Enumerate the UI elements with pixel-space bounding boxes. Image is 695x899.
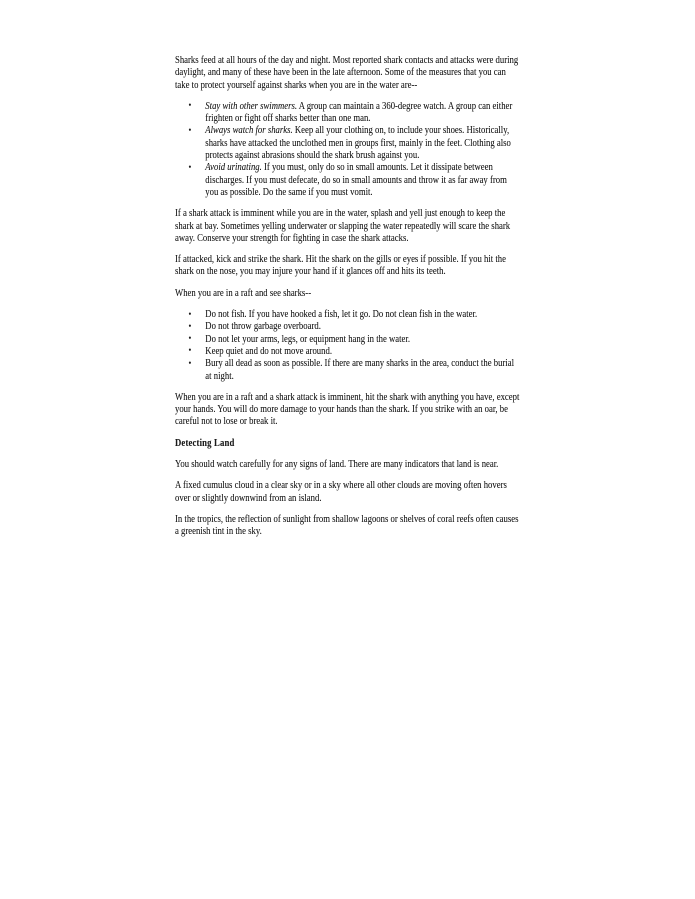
- list-item-lead: Always watch for sharks.: [205, 125, 293, 137]
- bullet-icon: •: [188, 321, 192, 332]
- paragraph-cumulus-cloud: A fixed cumulus cloud in a clear sky or in a sky where all other clouds are moving often hovers over or slightly downwind from an island.: [175, 480, 507, 504]
- list-item: [175, 346, 522, 358]
- paragraph-raft-attack: When you are in a raft and a shark attack is imminent, hit the shark with anything you have, except your hands. You will do more damage to your hands than the shark. If you strike with an oar, be careful not to lose or break it.: [175, 391, 520, 428]
- bullet-icon: •: [188, 334, 192, 345]
- paragraph-watch-for-signs: You should watch carefully for any signs of land. There are many indicators that land is near.: [175, 459, 499, 471]
- paragraph-shark-feeding: Sharks feed at all hours of the day and night. Most reported shark contacts and attacks were during daylight, and many of these have been in the late afternoon. Some of the measures that you can take to protect yourself against sharks when you are in the water are--: [175, 55, 519, 91]
- list-item-text: Bury all dead as soon as possible. If there are many sharks in the area, conduct the burial at night.: [205, 358, 515, 382]
- bullet-icon: •: [188, 309, 192, 320]
- list-item: [175, 101, 522, 126]
- list-item-text: Do not throw garbage overboard.: [205, 321, 321, 333]
- bullet-icon: •: [188, 125, 192, 136]
- bullet-icon: •: [188, 346, 192, 357]
- page-content: [175, 55, 522, 548]
- bullet-list-protection-measures: [175, 101, 522, 199]
- list-item-text: If you must, only do so in small amounts. Let it dissipate between discharges. If you must defecate, do so in small amounts and throw it as far away from you as possible. Do the same if you must vomit.: [205, 162, 507, 198]
- list-item-text: A group can maintain a 360-degree watch. A group can either frighten or fight off sharks better than one man.: [205, 100, 513, 125]
- list-item: [175, 162, 522, 199]
- paragraph-if-attacked: If attacked, kick and strike the shark. Hit the shark on the gills or eyes if possible. If you hit the shark on the nose, you may injure your hand if it glances off and hits its teeth.: [175, 254, 506, 278]
- list-item-text: Keep quiet and do not move around.: [205, 345, 333, 357]
- paragraph-raft-see-sharks: When you are in a raft and see sharks--: [175, 287, 312, 299]
- bullet-list-raft-rules: [175, 309, 522, 383]
- list-item-lead: Avoid urinating.: [205, 162, 262, 174]
- list-item: [175, 309, 522, 321]
- section-heading-detecting-land: Detecting Land: [175, 437, 235, 449]
- bullet-icon: •: [188, 101, 192, 112]
- list-item-text: Do not let your arms, legs, or equipment hang in the water.: [205, 333, 410, 345]
- list-item: [175, 358, 522, 383]
- list-item: [175, 125, 522, 162]
- bullet-icon: •: [188, 358, 192, 369]
- list-item-text: Keep all your clothing on, to include your shoes. Historically, sharks have attacked the unclothed men in groups first, mainly in the feet. Clothing also protects against abrasions should the shark brush against you.: [205, 125, 511, 162]
- bullet-icon: •: [188, 162, 192, 173]
- paragraph-tropics-reflection: In the tropics, the reflection of sunlight from shallow lagoons or shelves of coral reefs often causes a greenish tint in the sky.: [175, 513, 519, 538]
- paragraph-attack-imminent: If a shark attack is imminent while you are in the water, splash and yell just enough to keep the shark at bay. Sometimes yelling underwater or slapping the water repeatedly will scare the shark away. Conserve your strength for fighting in case the shark attacks.: [175, 208, 511, 244]
- list-item: [175, 334, 522, 346]
- list-item: [175, 321, 522, 333]
- list-item-lead: Stay with other swimmers.: [205, 100, 298, 112]
- list-item-text: Do not fish. If you have hooked a fish, let it go. Do not clean fish in the water.: [205, 309, 478, 321]
